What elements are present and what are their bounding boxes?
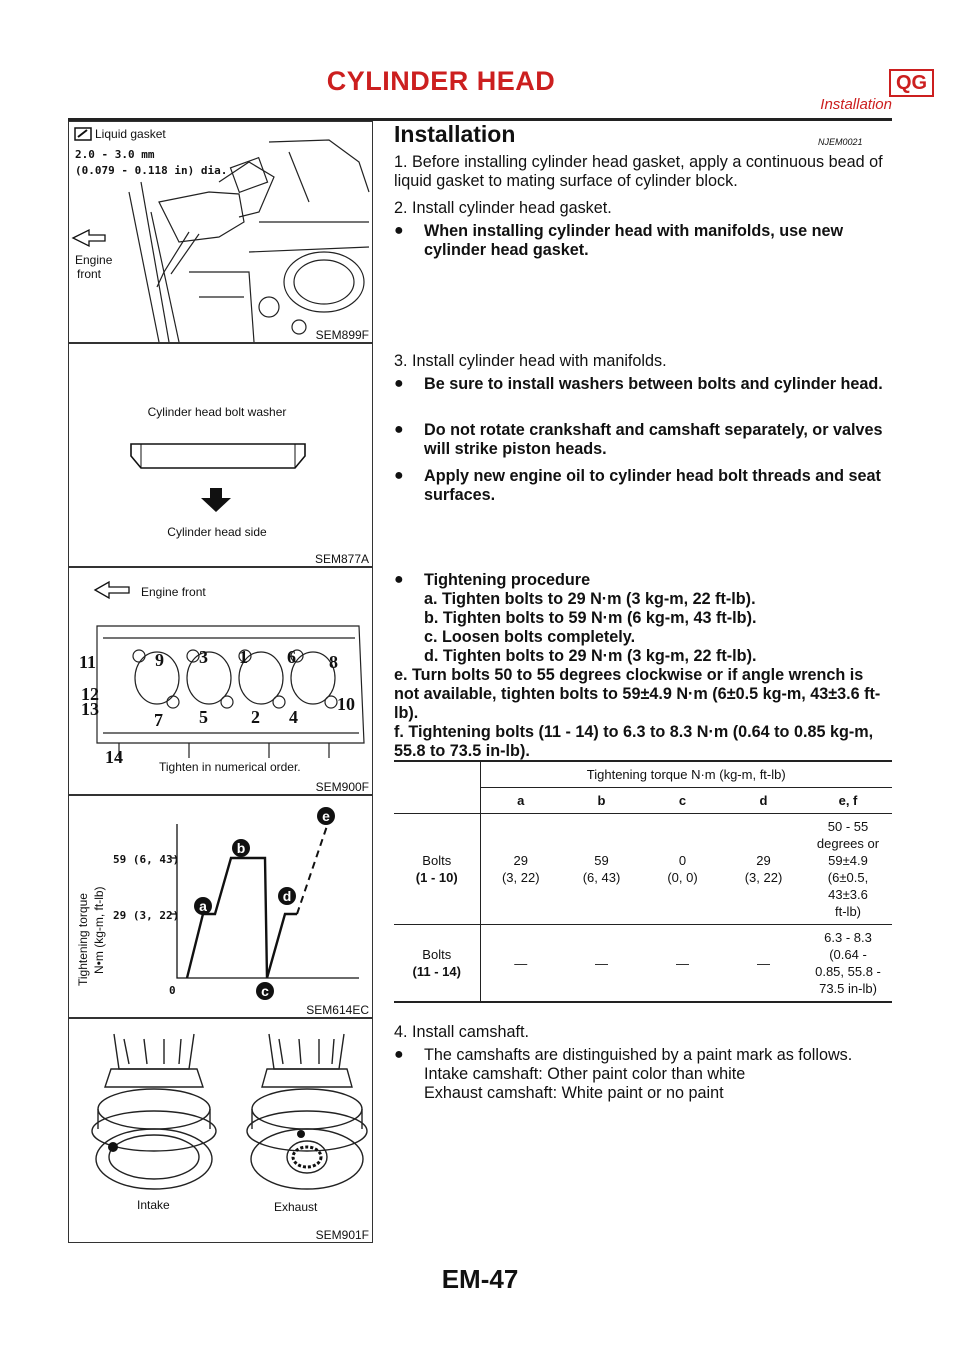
graph-y-tick-59: 59 (6, 43): [113, 853, 180, 866]
row1-b: 59 (6, 43): [561, 814, 642, 925]
tp-step-b: b. Tighten bolts to 59 N·m (6 kg-m, 43 ft-lb).: [424, 609, 757, 627]
engine-code-badge: QG: [889, 69, 934, 97]
fig5-id: SEM901F: [315, 1228, 369, 1242]
bolt-num-12: 12: [81, 684, 99, 704]
fig2-label-head-side: Cylinder head side: [167, 525, 267, 539]
step-3-text: 3. Install cylinder head with manifolds.: [394, 352, 667, 370]
table-title: Tightening torque N·m (kg-m, ft-lb): [480, 761, 892, 788]
bolt-num-5: 5: [199, 707, 208, 727]
page-header-subtitle: Installation: [820, 96, 892, 113]
marker-d: d: [282, 888, 292, 904]
figure-bolt-sequence: [68, 567, 373, 795]
row1-label: [394, 814, 480, 925]
tp-heading: Tightening procedure: [424, 571, 591, 589]
figure-liquid-gasket: [68, 121, 373, 343]
marker-c: c: [261, 983, 269, 999]
bolt-num-10: 10: [337, 694, 355, 714]
row1-label-text: Bolts: [422, 853, 452, 868]
bolt-washer-drawing: [69, 344, 374, 568]
graph-y-label-1: Tightening torque: [76, 893, 90, 986]
bolt-number-labels: [79, 647, 355, 767]
step-2-note: When installing cylinder head with manifolds, use new cylinder head gasket.: [424, 222, 844, 259]
bolt-num-2: 2: [251, 707, 260, 727]
tp-step-c: c. Loosen bolts completely.: [424, 628, 636, 646]
bullet-icon: ●: [394, 421, 404, 438]
bolt-num-4: 4: [289, 707, 298, 727]
col-b: b: [561, 788, 642, 814]
camshaft-note-intake: Intake camshaft: Other paint color than white: [424, 1065, 746, 1083]
fig3-label-order: Tighten in numerical order.: [159, 760, 301, 774]
fig1-label-size: 2.0 - 3.0 mm: [75, 148, 155, 161]
step-3-note-2: Do not rotate crankshaft and camshaft separately, or valves will strike piston heads.: [424, 421, 883, 458]
tp-step-f: f. Tightening bolts (11 - 14) to 6.3 to 8.3 N·m (0.64 to 0.85 kg-m, 55.8 to 73.5 in-lb).: [394, 723, 874, 760]
tp-step-a: a. Tighten bolts to 29 N·m (3 kg-m, 22 ft-lb).: [424, 590, 756, 608]
camshaft-note-line1: The camshafts are distinguished by a paint mark as follows.: [424, 1046, 853, 1064]
table-row: [394, 925, 892, 1003]
fig2-label-washer: Cylinder head bolt washer: [147, 405, 287, 419]
marker-e: e: [322, 808, 330, 824]
fig3-id: SEM900F: [315, 780, 369, 794]
figure-camshafts: [68, 1018, 373, 1243]
row1-ef: 50 - 55 degrees or 59±4.9 (6±0.5, 43±3.6 ft-lb): [804, 814, 892, 925]
fig1-label-liquid-gasket: Liquid gasket: [95, 127, 166, 141]
step-3-note-3: Apply new engine oil to cylinder head bolt threads and seat surfaces.: [424, 467, 881, 504]
step-4-text: 4. Install camshaft.: [394, 1023, 529, 1041]
row1-a: 29 (3, 22): [480, 814, 561, 925]
bolt-num-6: 6: [287, 647, 296, 667]
step-2-text: 2. Install cylinder head gasket.: [394, 199, 612, 217]
bullet-icon: ●: [394, 222, 404, 239]
page-header-title: CYLINDER HEAD: [326, 66, 556, 96]
tp-step-d: d. Tighten bolts to 29 N·m (3 kg-m, 22 ft-lb).: [424, 647, 757, 665]
camshaft-note-exhaust: Exhaust camshaft: White paint or no paint: [424, 1084, 724, 1102]
table-row: [394, 814, 892, 925]
fig4-id: SEM614EC: [306, 1003, 369, 1017]
section-code: NJEM0021: [818, 137, 863, 147]
col-ef: e, f: [804, 788, 892, 814]
col-a: a: [480, 788, 561, 814]
row2-d: —: [723, 925, 804, 1003]
col-c: c: [642, 788, 723, 814]
figure-torque-graph: [68, 795, 373, 1018]
row2-b: —: [561, 925, 642, 1003]
bullet-icon: ●: [394, 571, 404, 588]
torque-table: [394, 760, 892, 1003]
fig1-label-front: front: [77, 267, 102, 281]
bullet-icon: ●: [394, 375, 404, 392]
fig5-label-exhaust: Exhaust: [274, 1200, 318, 1214]
fig1-label-dia: (0.079 - 0.118 in) dia.: [75, 164, 228, 177]
row2-range: (11 - 14): [412, 964, 461, 979]
graph-origin: 0: [169, 984, 176, 997]
graph-y-tick-29: 29 (3, 22): [113, 909, 180, 922]
step-4-note: [424, 1046, 892, 1103]
fig1-id: SEM899F: [315, 328, 369, 342]
row2-a: —: [480, 925, 561, 1003]
row2-label: [394, 925, 480, 1003]
liquid-gasket-drawing: [69, 122, 374, 344]
fig2-id: SEM877A: [314, 552, 369, 566]
bolt-num-11: 11: [79, 652, 97, 672]
tp-step-e: e. Turn bolts 50 to 55 degrees clockwise or if angle wrench is not available, tighten bolts to 59±4.9 N·m (6±0.5 kg-m, 43±3.6 ft-lb).: [394, 666, 881, 722]
tightening-procedure: [424, 571, 892, 666]
page-number: EM-47: [441, 1264, 519, 1294]
camshaft-drawing: [69, 1019, 374, 1244]
bolt-num-7: 7: [154, 710, 163, 730]
bolt-num-1: 1: [239, 647, 248, 667]
col-d: d: [723, 788, 804, 814]
torque-graph-drawing: [69, 796, 374, 1019]
bolt-num-13: 13: [81, 699, 99, 719]
figure-bolt-washer: [68, 343, 373, 567]
graph-y-label-2: N•m (kg-m, ft-lb): [92, 886, 106, 974]
row2-label-text: Bolts: [422, 947, 452, 962]
bullet-icon: ●: [394, 467, 404, 484]
step-3-note-1: Be sure to install washers between bolts and cylinder head.: [424, 375, 883, 393]
graph-step-markers: [194, 807, 335, 1000]
fig1-label-engine: Engine: [75, 253, 113, 267]
bolt-num-3: 3: [199, 647, 208, 667]
bullet-icon: ●: [394, 1046, 404, 1063]
step-1-text: 1. Before installing cylinder head gasket, apply a continuous bead of liquid gasket to mating surface of cylinder block.: [394, 153, 883, 190]
section-title: Installation: [394, 121, 516, 147]
bolt-num-9: 9: [155, 650, 164, 670]
bolt-num-8: 8: [329, 652, 338, 672]
marker-b: b: [236, 840, 246, 856]
bolt-sequence-drawing: [69, 568, 374, 796]
row1-c: 0 (0, 0): [642, 814, 723, 925]
row2-c: —: [642, 925, 723, 1003]
row2-ef: 6.3 - 8.3 (0.64 - 0.85, 55.8 - 73.5 in-lb): [804, 925, 892, 1003]
fig5-label-intake: Intake: [137, 1198, 170, 1212]
row1-d: 29 (3, 22): [723, 814, 804, 925]
marker-a: a: [199, 898, 207, 914]
fig3-label-engine-front: Engine front: [141, 585, 206, 599]
bolt-num-14: 14: [105, 747, 123, 767]
row1-range: (1 - 10): [415, 870, 458, 885]
